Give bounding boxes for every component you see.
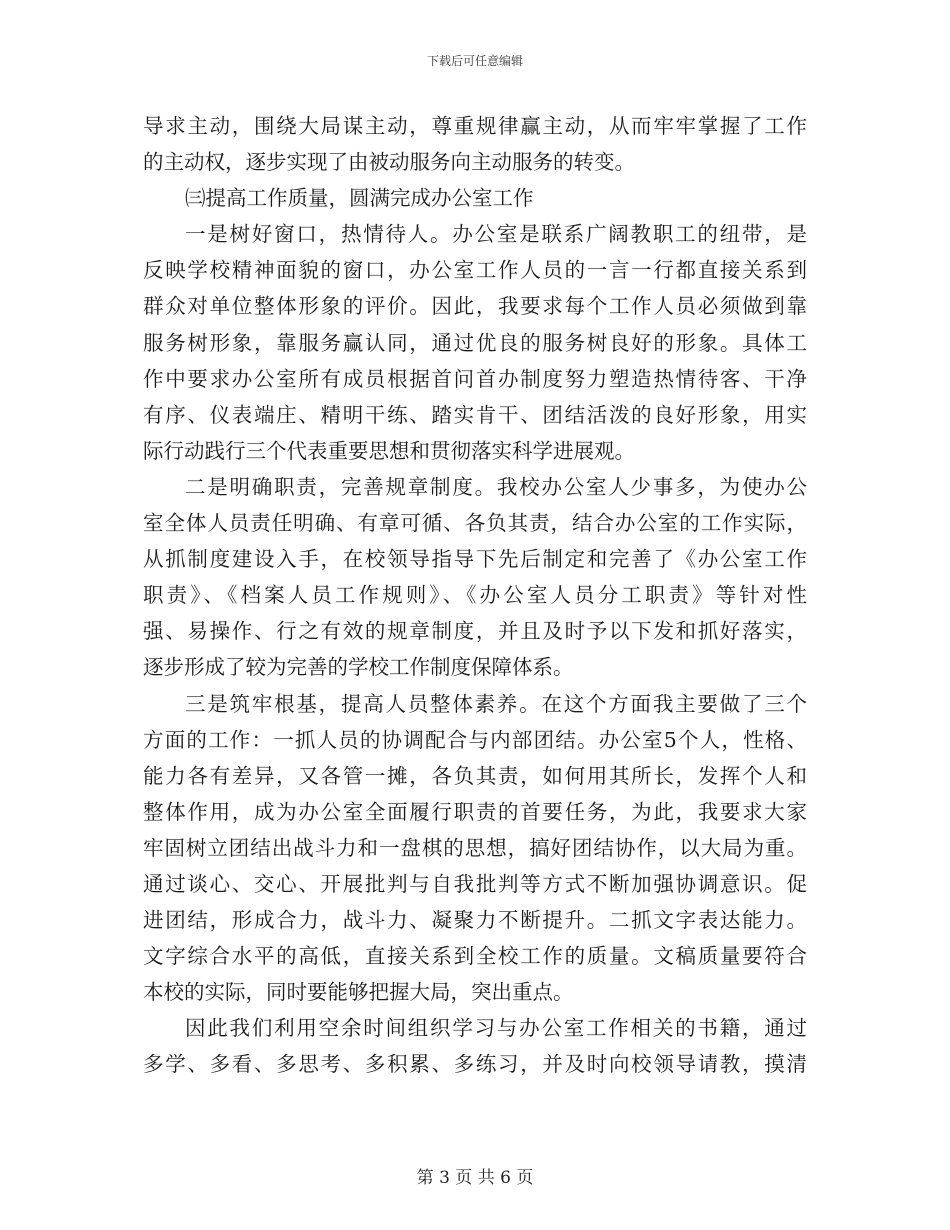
text-line: 牢固树立团结出战斗力和一盘棋的思想，搞好团结协作，以大局为重。 bbox=[143, 835, 807, 860]
text-line: 本校的实际，同时要能够把握大局，突出重点。 bbox=[143, 980, 574, 1005]
text-line: ㈢提高工作质量，圆满完成办公室工作 bbox=[185, 186, 534, 211]
text-line: 反映学校精神面貌的窗口，办公室工作人员的一言一行都直接关系到 bbox=[143, 258, 807, 283]
text-line: 二是明确职责，完善规章制度。我校办公室人少事多，为使办公 bbox=[185, 474, 807, 499]
text-line: 的主动权，逐步实现了由被动服务向主动服务的转变。 bbox=[143, 150, 635, 175]
text-line: 强、易操作、行之有效的规章制度，并且及时予以下发和抓好落实， bbox=[143, 619, 807, 644]
text-line: 室全体人员责任明确、有章可循、各负其责，结合办公室的工作实际， bbox=[143, 511, 807, 536]
text-line: 际行动践行三个代表重要思想和贯彻落实科学进展观。 bbox=[143, 438, 635, 463]
text-line: 文字综合水平的高低，直接关系到全校工作的质量。文稿质量要符合 bbox=[143, 944, 807, 969]
text-line: 因此我们利用空余时间组织学习与办公室工作相关的书籍，通过 bbox=[185, 1016, 807, 1041]
page-header: 下载后可任意编辑 bbox=[426, 54, 523, 68]
text-line: 方面的工作：一抓人员的协调配合与内部团结。办公室5个人，性格、 bbox=[143, 727, 807, 752]
text-line: 有序、仪表端庄、精明干练、踏实肯干、团结活泼的良好形象，用实 bbox=[143, 402, 807, 427]
text-line: 整体作用，成为办公室全面履行职责的首要任务，为此，我要求大家 bbox=[143, 799, 807, 824]
text-line: 三是筑牢根基，提高人员整体素养。在这个方面我主要做了三个 bbox=[185, 691, 807, 716]
text-line: 通过谈心、交心、开展批判与自我批判等方式不断加强协调意识。促 bbox=[143, 871, 807, 896]
text-line: 逐步形成了较为完善的学校工作制度保障体系。 bbox=[143, 655, 574, 680]
text-line: 一是树好窗口，热情待人。办公室是联系广阔教职工的纽带，是 bbox=[185, 222, 807, 247]
text-line: 群众对单位整体形象的评价。因此，我要求每个工作人员必须做到靠 bbox=[143, 294, 807, 319]
text-line: 服务树形象，靠服务赢认同，通过优良的服务树良好的形象。具体工 bbox=[143, 330, 807, 355]
page-footer: 第 3 页 共 6 页 bbox=[416, 1168, 534, 1188]
document-body bbox=[143, 108, 807, 1083]
text-line: 能力各有差异，又各管一摊，各负其责，如何用其所长，发挥个人和 bbox=[143, 763, 807, 788]
text-line: 导求主动，围绕大局谋主动，尊重规律赢主动，从而牢牢掌握了工作 bbox=[143, 114, 807, 138]
text-line: 职责》、《档案人员工作规则》、《办公室人员分工职责》等针对性 bbox=[143, 583, 807, 608]
text-line: 多学、多看、多思考、多积累、多练习，并及时向校领导请教，摸清 bbox=[143, 1052, 807, 1077]
text-line: 进团结，形成合力，战斗力、凝聚力不断提升。二抓文字表达能力。 bbox=[143, 908, 807, 933]
text-line: 作中要求办公室所有成员根据首问首办制度努力塑造热情待客、干净 bbox=[143, 366, 807, 391]
text-line: 从抓制度建设入手，在校领导指导下先后制定和完善了《办公室工作 bbox=[143, 547, 807, 572]
